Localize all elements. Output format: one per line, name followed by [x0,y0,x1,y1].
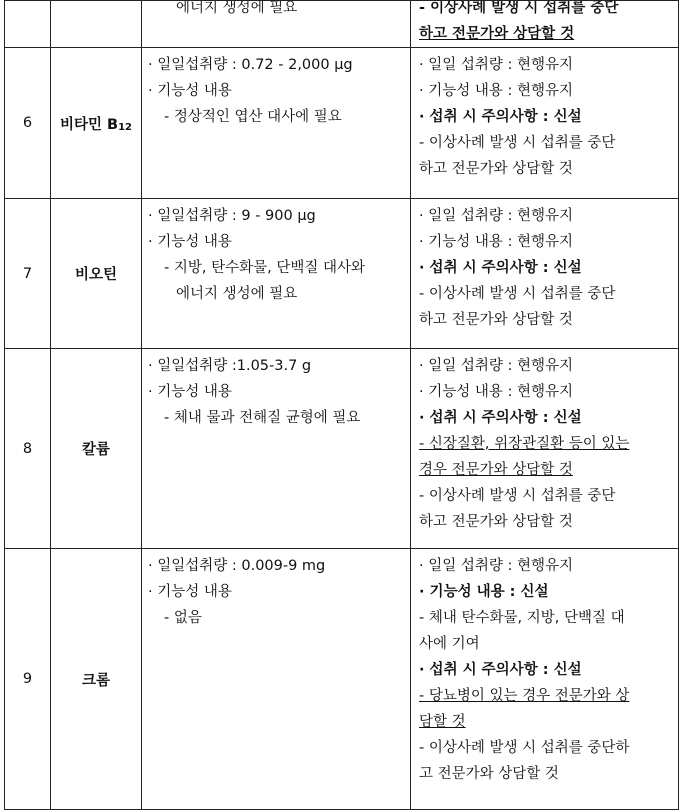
change-cell [411,199,679,349]
row-number: 8 [5,349,51,549]
regulation-table [4,0,679,810]
table-row [5,48,679,199]
num-cell [5,1,51,48]
ingredient-name-subscript: 12 [118,121,133,133]
text-line: 하고 전문가와 상담할 것 [419,26,575,42]
text-line: · 일일섭취량 :1.05-3.7 g [148,358,312,374]
text-line: - 정상적인 엽산 대사에 필요 [164,109,342,125]
text-line: · 섭취 시 주의사항 : 신설 [419,410,582,426]
change-cell [411,349,679,549]
row-number: 9 [5,549,51,810]
text-line: - 이상사례 발생 시 섭취를 중단 [419,488,616,504]
ingredient-name-text: 비타민 B [59,116,119,133]
ingredient-name: 비오틴 [51,199,142,349]
text-line: · 일일 섭취량 : 현행유지 [419,358,573,374]
row-number: 7 [5,199,51,349]
text-line: 하고 전문가와 상담할 것 [419,312,573,328]
description-cell [142,1,411,48]
description-cell [142,349,411,549]
change-cell [411,549,679,810]
text-line: 에너지 생성에 필요 [176,286,298,302]
text-line: 사에 기여 [419,636,480,652]
text-line: · 일일섭취량 : 0.009-9 mg [148,558,326,574]
text-line: · 일일 섭취량 : 현행유지 [419,558,573,574]
change-cell [411,48,679,199]
text-line: · 기능성 내용 : 현행유지 [419,83,573,99]
text-line: 담할 것 [419,714,466,730]
text-line: - 이상사례 발생 시 섭취를 중단 [419,135,616,151]
text-line: · 기능성 내용 [148,584,232,600]
text-line: - 이상사례 발생 시 섭취를 중단 [419,1,619,16]
description-cell [142,48,411,199]
text-line: 고 전문가와 상담할 것 [419,766,559,782]
text-line: - 신장질환, 위장관질환 등이 있는 [419,436,630,452]
text-line: · 일일섭취량 : 0.72 - 2,000 μg [148,57,353,73]
text-line: · 기능성 내용 : 현행유지 [419,234,573,250]
text-line: 에너지 생성에 필요 [176,1,298,16]
name-cell [51,1,142,48]
table-row [5,349,679,549]
text-line: · 섭취 시 주의사항 : 신설 [419,109,582,125]
text-line: - 체내 탄수화물, 지방, 단백질 대 [419,610,625,626]
text-line: · 섭취 시 주의사항 : 신설 [419,662,582,678]
text-line: · 기능성 내용 [148,384,232,400]
description-cell [142,549,411,810]
text-line: · 기능성 내용 [148,83,232,99]
text-line: · 일일 섭취량 : 현행유지 [419,57,573,73]
text-line: · 섭취 시 주의사항 : 신설 [419,260,582,276]
ingredient-name [51,48,142,199]
text-line: · 기능성 내용 [148,234,232,250]
description-cell [142,199,411,349]
text-line: - 지방, 탄수화물, 단백질 대사와 [164,260,365,276]
text-line: 경우 전문가와 상담할 것 [419,462,573,478]
table-row-continued [5,1,679,48]
text-line: 하고 전문가와 상담할 것 [419,514,573,530]
text-line: · 기능성 내용 : 신설 [419,584,549,600]
text-line: 하고 전문가와 상담할 것 [419,161,573,177]
text-line: - 이상사례 발생 시 섭취를 중단 [419,286,616,302]
text-line: - 체내 물과 전해질 균형에 필요 [164,410,361,426]
table-row [5,199,679,349]
ingredient-name: 칼륨 [51,349,142,549]
row-number: 6 [5,48,51,199]
change-cell [411,1,679,48]
text-line: - 이상사례 발생 시 섭취를 중단하 [419,740,630,756]
ingredient-name: 크롬 [51,549,142,810]
text-line: - 당뇨병이 있는 경우 전문가와 상 [419,688,630,704]
text-line: · 기능성 내용 : 현행유지 [419,384,573,400]
text-line: · 일일 섭취량 : 현행유지 [419,208,573,224]
text-line: · 일일섭취량 : 9 - 900 μg [148,208,316,224]
text-line: - 없음 [164,610,202,626]
table-row [5,549,679,810]
